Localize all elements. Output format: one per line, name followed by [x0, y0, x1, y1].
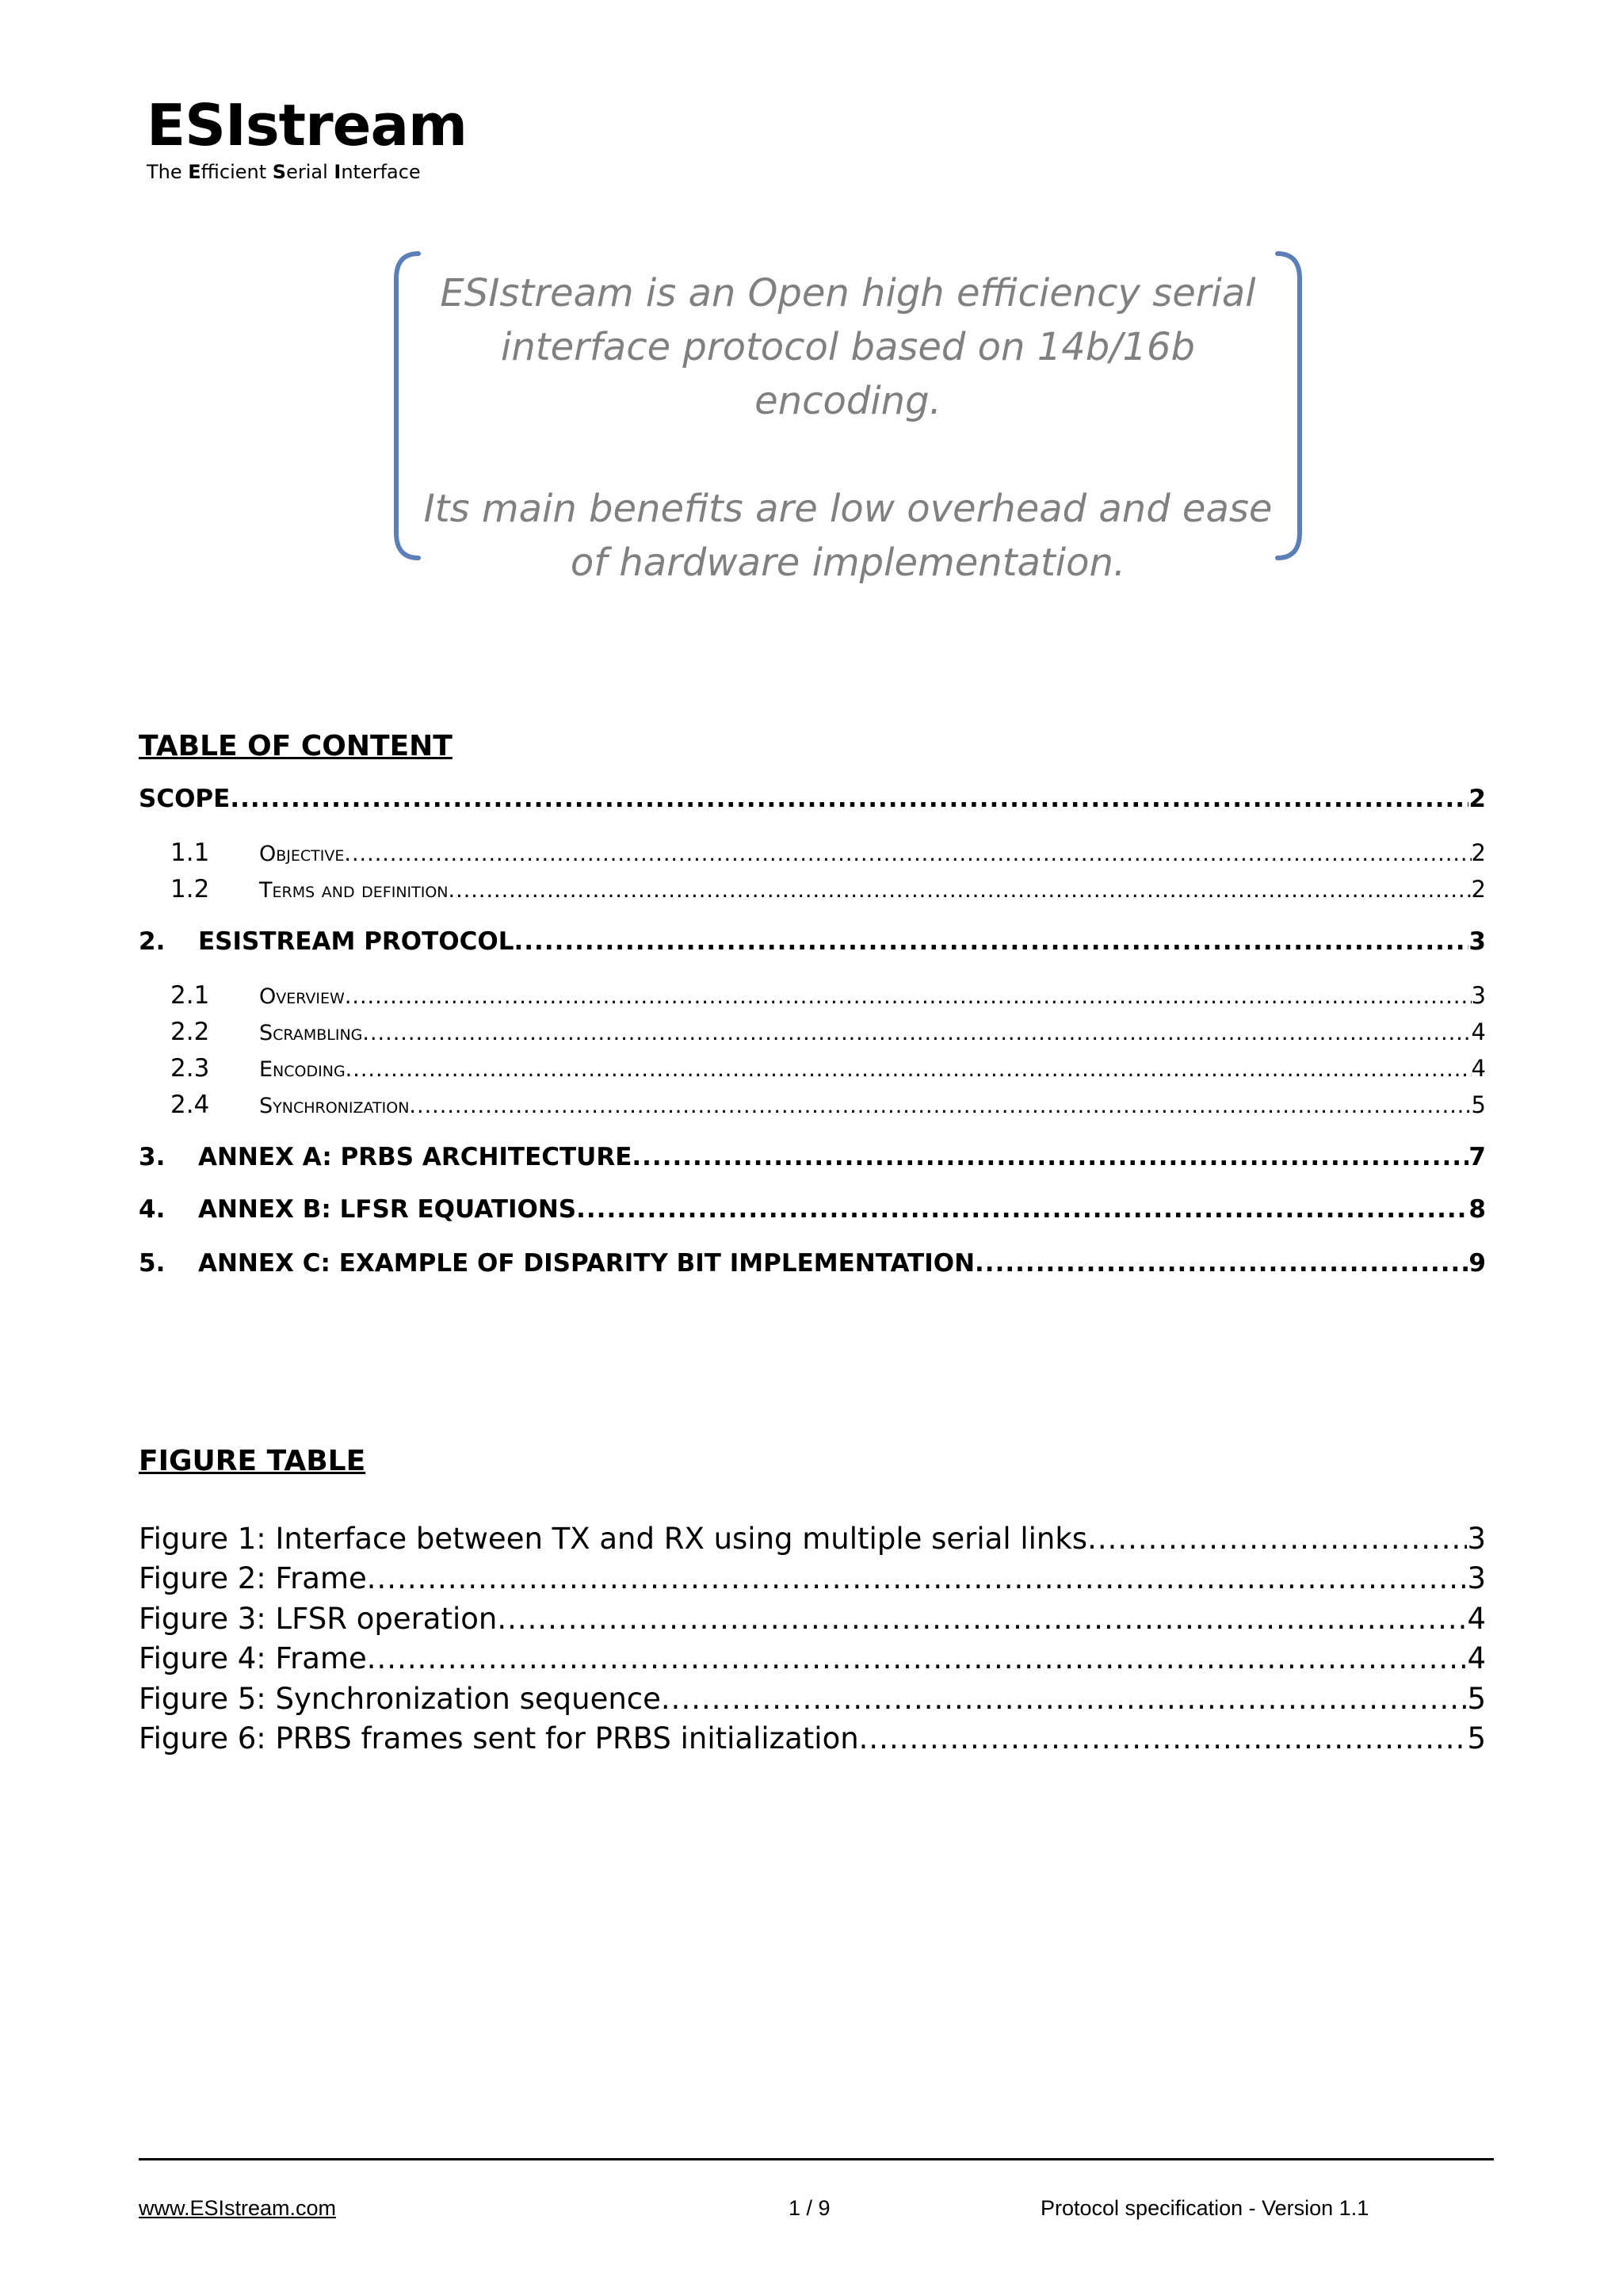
toc-entry[interactable]: 5. ANNEX C: EXAMPLE OF DISPARITY BIT IMPLEMENTATION ..... 9 — [139, 1249, 1486, 1278]
figure-entry[interactable]: Figure 1: Interface between TX and RX using multiple serial links ..... 3 — [139, 1522, 1486, 1556]
toc-entry[interactable]: 2.4 Synchronization ..... 5 — [139, 1091, 1486, 1119]
toc-entry[interactable]: 2. ESISTREAM PROTOCOL ..... 3 — [139, 927, 1486, 956]
figure-entry[interactable]: Figure 3: LFSR operation ..... 4 — [139, 1602, 1486, 1636]
figure-entry[interactable]: Figure 2: Frame ..... 3 — [139, 1561, 1486, 1595]
footer-divider — [139, 2158, 1494, 2160]
logo — [147, 94, 467, 184]
intro-quote — [388, 247, 1308, 585]
toc-entry[interactable]: 2.3 Encoding ..... 4 — [139, 1054, 1486, 1083]
quote-line-1: ESIstream is an Open high efficiency serial interface protocol based on 14b/16b encoding. — [440, 271, 1256, 423]
logo-tagline: The Efficient Serial Interface — [147, 161, 421, 183]
footer-doc-version: Protocol specification - Version 1.1 — [1041, 2196, 1369, 2220]
toc-entry[interactable]: 2.1 Overview ..... 3 — [139, 981, 1486, 1010]
quote-line-2: Its main benefits are low overhead and ease of hardware implementation. — [423, 487, 1273, 585]
figure-entry[interactable]: Figure 4: Frame ..... 4 — [139, 1641, 1486, 1675]
toc-entry[interactable]: 1.1 Objective ..... 2 — [139, 839, 1486, 867]
figure-table-heading: FIGURE TABLE — [139, 1445, 366, 1477]
toc-entry[interactable]: SCOPE ..... 2 — [139, 785, 1486, 813]
toc-heading: TABLE OF CONTENT — [139, 730, 453, 762]
toc-entry[interactable]: 4. ANNEX B: LFSR EQUATIONS ..... 8 — [139, 1195, 1486, 1224]
toc-entry[interactable]: 2.2 Scrambling ..... 4 — [139, 1018, 1486, 1046]
figure-entry[interactable]: Figure 6: PRBS frames sent for PRBS initialization ..... 5 — [139, 1721, 1486, 1755]
toc-entry[interactable]: 1.2 Terms and definition ..... 2 — [139, 875, 1486, 904]
toc-entry[interactable]: 3. ANNEX A: PRBS ARCHITECTURE ..... 7 — [139, 1143, 1486, 1171]
footer-website-link[interactable]: www.ESIstream.com — [139, 2196, 337, 2220]
logo-title: ESIstream — [147, 92, 468, 159]
footer-page-number: 1 / 9 — [789, 2196, 831, 2220]
figure-entry[interactable]: Figure 5: Synchronization sequence ..... 5 — [139, 1682, 1486, 1716]
